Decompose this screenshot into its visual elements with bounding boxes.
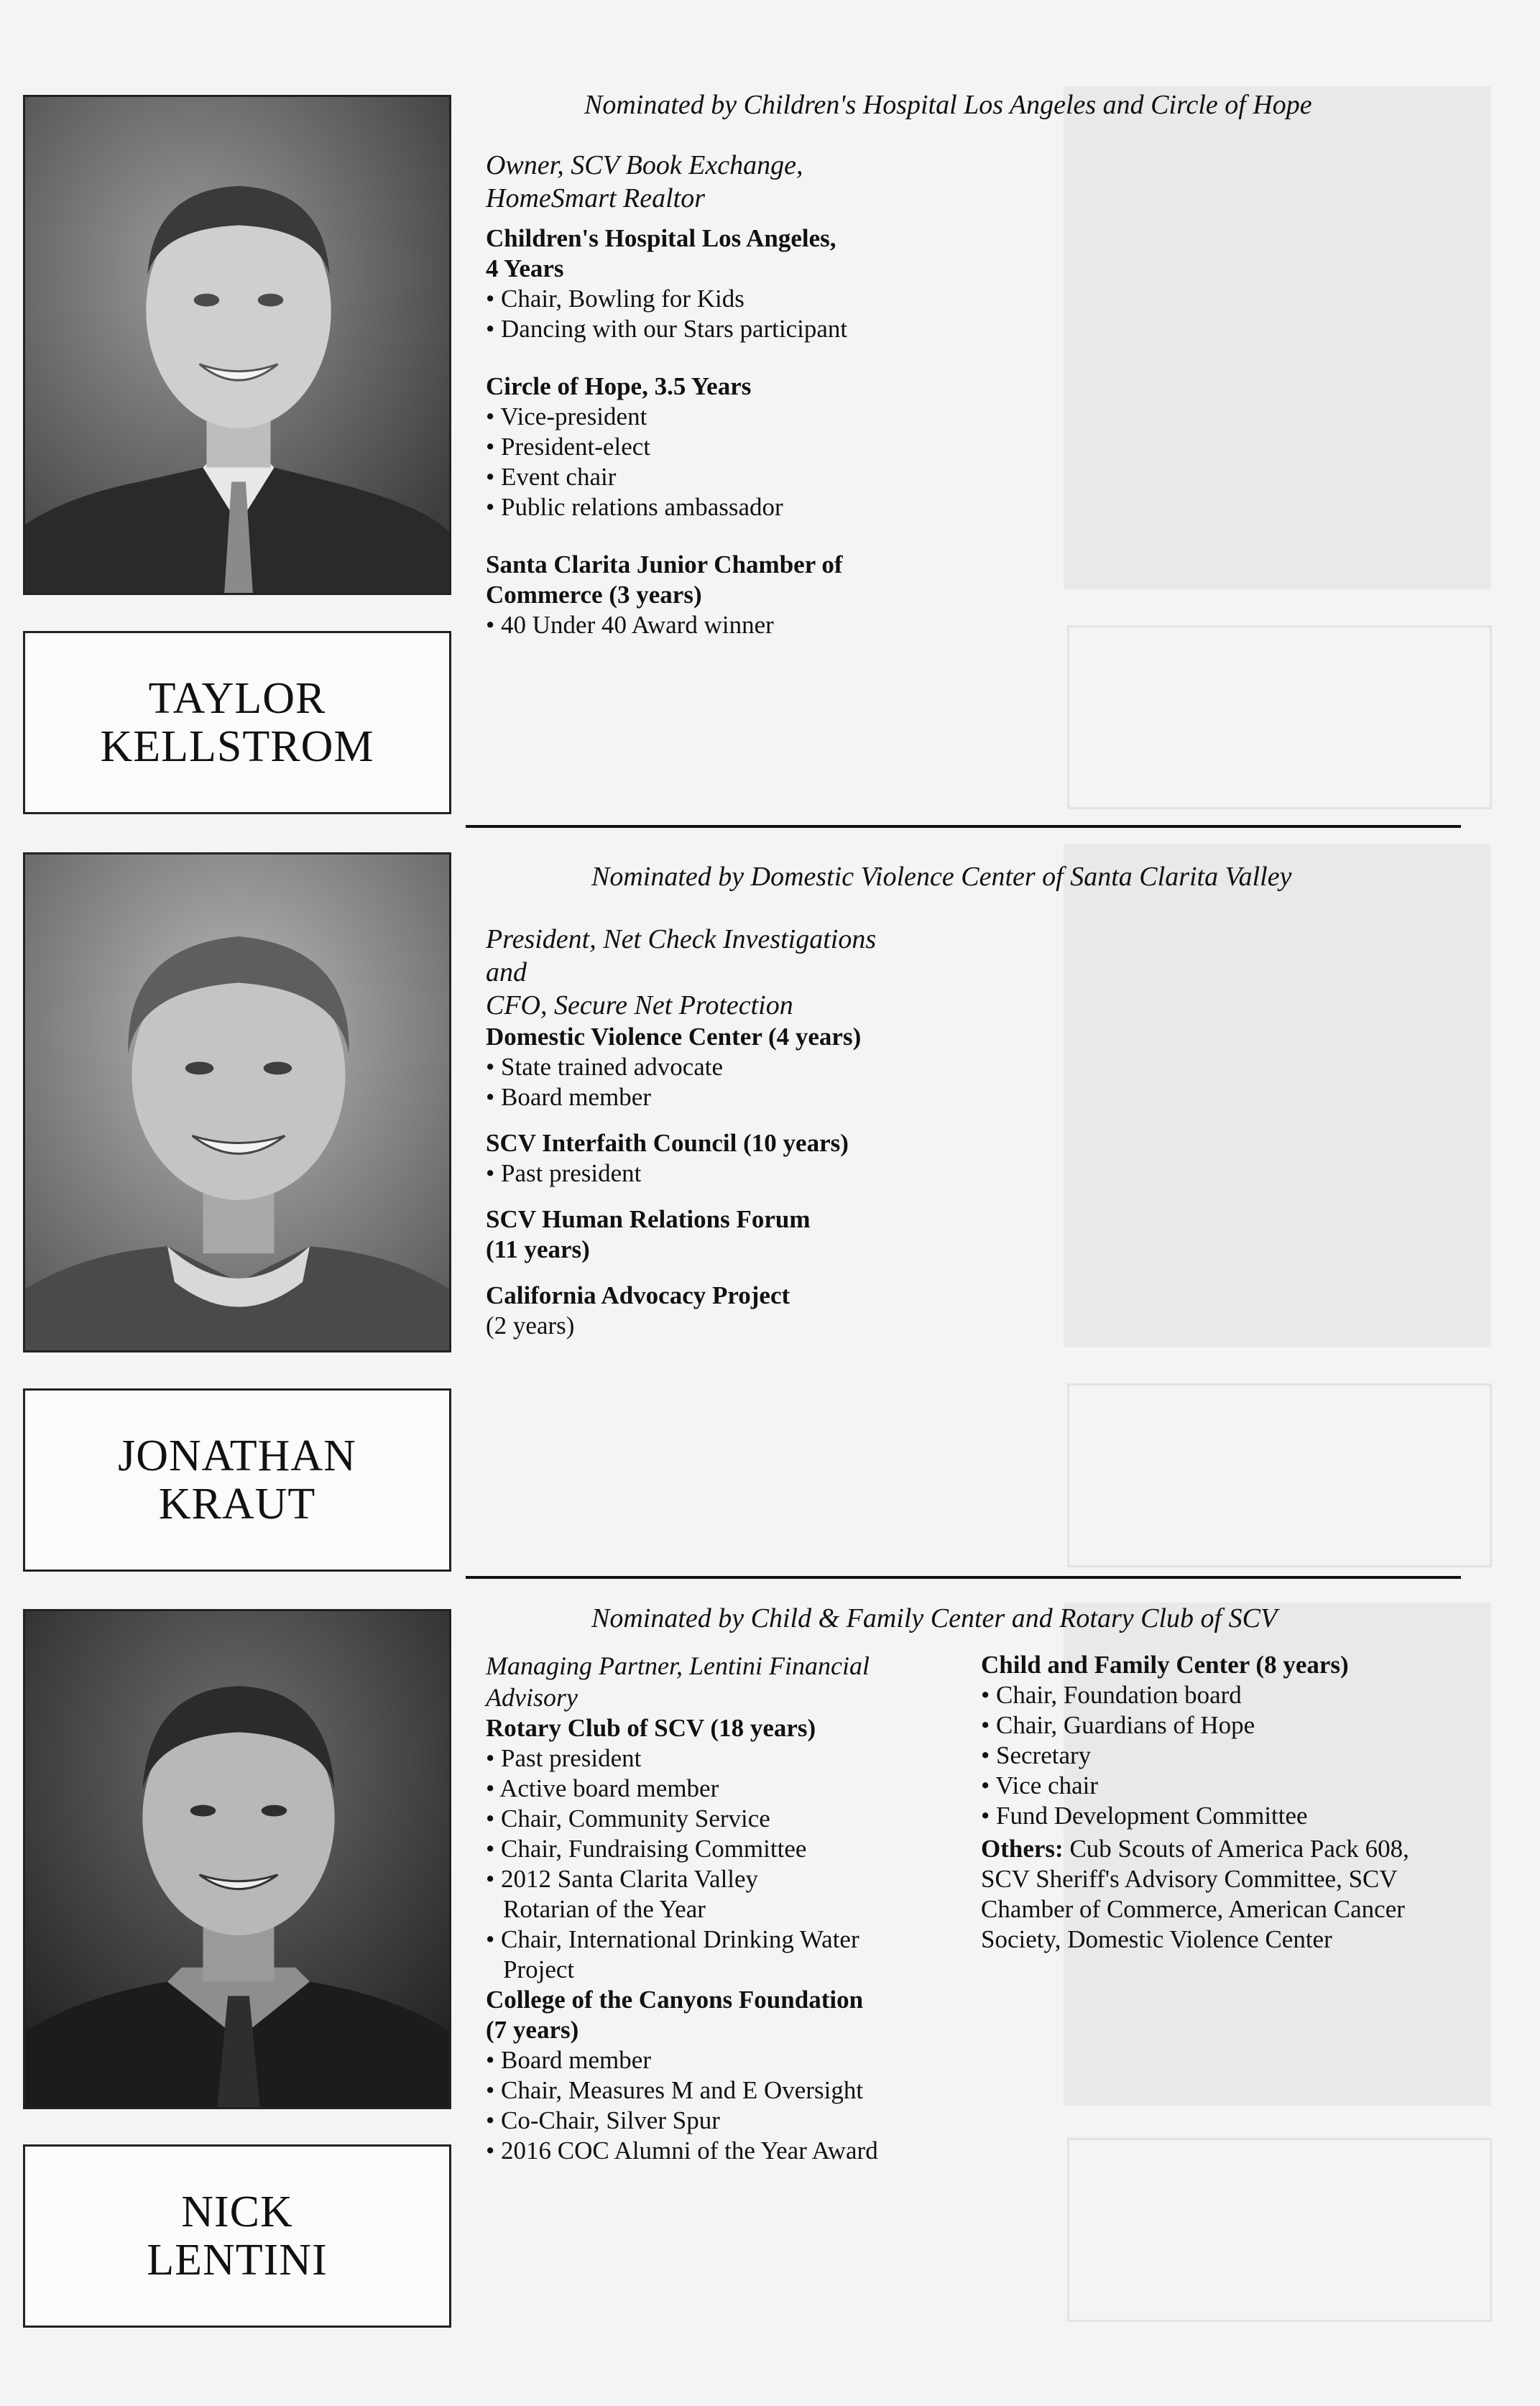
list-item: • Public relations ambassador bbox=[486, 493, 783, 521]
portrait-photo bbox=[23, 95, 451, 595]
list-item: • Vice-president bbox=[486, 402, 647, 430]
section-heading: Domestic Violence Center (4 years) bbox=[486, 1023, 862, 1051]
name-box bbox=[23, 2144, 451, 2328]
nominated-by: Nominated by Child & Family Center and Rotary Club of SCV bbox=[591, 1603, 1278, 1633]
list-item: • 2016 COC Alumni of the Year Award bbox=[486, 2137, 878, 2165]
list-item: • Chair, Community Service bbox=[486, 1804, 770, 1833]
bio-column-left bbox=[486, 1650, 960, 2166]
section-heading: 4 Years bbox=[486, 254, 564, 282]
job-title: HomeSmart Realtor bbox=[486, 183, 706, 213]
list-item: • Active board member bbox=[486, 1774, 719, 1802]
job-title: Advisory bbox=[486, 1683, 578, 1712]
bio-column-right bbox=[981, 1650, 1441, 1955]
list-item: • Secretary bbox=[981, 1741, 1092, 1769]
section-heading: Circle of Hope, 3.5 Years bbox=[486, 372, 752, 400]
nominated-by: Nominated by Domestic Violence Center of Santa Clarita Valley bbox=[591, 862, 1292, 892]
ghost-photo-top bbox=[1064, 86, 1491, 589]
list-item: • Past president bbox=[486, 1744, 642, 1772]
others-paragraph bbox=[981, 1834, 1441, 1955]
list-item: • Chair, Foundation board bbox=[981, 1681, 1242, 1709]
section-heading: College of the Canyons Foundation bbox=[486, 1986, 864, 2014]
section-heading: Child and Family Center (8 years) bbox=[981, 1651, 1349, 1679]
section-heading: Commerce (3 years) bbox=[486, 581, 702, 609]
others-text: Cub Scouts of America Pack 608, SCV Sheriff's Advisory Committee, SCV Chamber of Commerce, American Cancer Society, Domestic Violence Center bbox=[981, 1835, 1409, 1953]
job-title: and bbox=[486, 957, 527, 987]
nominated-by: Nominated by Children's Hospital Los Angeles and Circle of Hope bbox=[584, 90, 1312, 120]
ghost-namebox-bot bbox=[1067, 2138, 1492, 2322]
name-first: NICK bbox=[181, 2187, 293, 2236]
section-divider bbox=[466, 825, 1461, 828]
job-title: Owner, SCV Book Exchange, bbox=[486, 150, 803, 180]
name-first: JONATHAN bbox=[118, 1431, 356, 1480]
list-item: • Fund Development Committee bbox=[981, 1802, 1308, 1830]
section-divider bbox=[466, 1576, 1461, 1579]
list-item: • Vice chair bbox=[981, 1771, 1099, 1799]
list-item: • Board member bbox=[486, 1083, 651, 1111]
name-first: TAYLOR bbox=[148, 673, 326, 723]
list-item: • Co-Chair, Silver Spur bbox=[486, 2106, 720, 2134]
list-item: • President-elect bbox=[486, 433, 650, 461]
ghost-namebox-mid bbox=[1067, 1383, 1492, 1567]
portrait-photo bbox=[23, 852, 451, 1352]
bio-column bbox=[486, 149, 1032, 640]
list-item: • Chair, Guardians of Hope bbox=[981, 1711, 1255, 1739]
list-item: • Event chair bbox=[486, 463, 617, 491]
section-heading: Santa Clarita Junior Chamber of bbox=[486, 550, 843, 579]
section-heading: Rotary Club of SCV (18 years) bbox=[486, 1714, 816, 1742]
section-heading: (11 years) bbox=[486, 1235, 590, 1263]
ghost-namebox-top bbox=[1067, 625, 1492, 809]
list-item: • Dancing with our Stars participant bbox=[486, 315, 848, 343]
list-item: • 2012 Santa Clarita Valley Rotarian of the Year bbox=[486, 1865, 759, 1923]
portrait-photo bbox=[23, 1609, 451, 2109]
section-heading: (7 years) bbox=[486, 2016, 579, 2044]
job-title: President, Net Check Investigations bbox=[486, 924, 877, 954]
name-last: KELLSTROM bbox=[100, 722, 374, 771]
name-last: KRAUT bbox=[158, 1479, 316, 1529]
job-title: CFO, Secure Net Protection bbox=[486, 990, 793, 1020]
bio-column bbox=[486, 923, 1032, 1341]
name-box bbox=[23, 631, 451, 814]
ghost-photo-mid bbox=[1064, 844, 1491, 1347]
list-item: • 40 Under 40 Award winner bbox=[486, 611, 774, 639]
others-label: Others: bbox=[981, 1835, 1064, 1863]
section-years: (2 years) bbox=[486, 1312, 575, 1340]
name-last: LENTINI bbox=[147, 2235, 328, 2285]
list-item: • Chair, Bowling for Kids bbox=[486, 285, 744, 313]
list-item: • Chair, International Drinking Water Project bbox=[486, 1925, 859, 1983]
list-item: • Past president bbox=[486, 1159, 642, 1187]
list-item: • Chair, Measures M and E Oversight bbox=[486, 2076, 864, 2104]
section-heading: SCV Interfaith Council (10 years) bbox=[486, 1129, 849, 1157]
section-heading: SCV Human Relations Forum bbox=[486, 1205, 811, 1233]
list-item: • Chair, Fundraising Committee bbox=[486, 1835, 807, 1863]
section-heading: Children's Hospital Los Angeles, bbox=[486, 224, 836, 252]
name-box bbox=[23, 1388, 451, 1572]
list-item: • Board member bbox=[486, 2046, 651, 2074]
list-item: • State trained advocate bbox=[486, 1053, 724, 1081]
job-title: Managing Partner, Lentini Financial bbox=[486, 1651, 870, 1680]
section-heading: California Advocacy Project bbox=[486, 1281, 790, 1309]
